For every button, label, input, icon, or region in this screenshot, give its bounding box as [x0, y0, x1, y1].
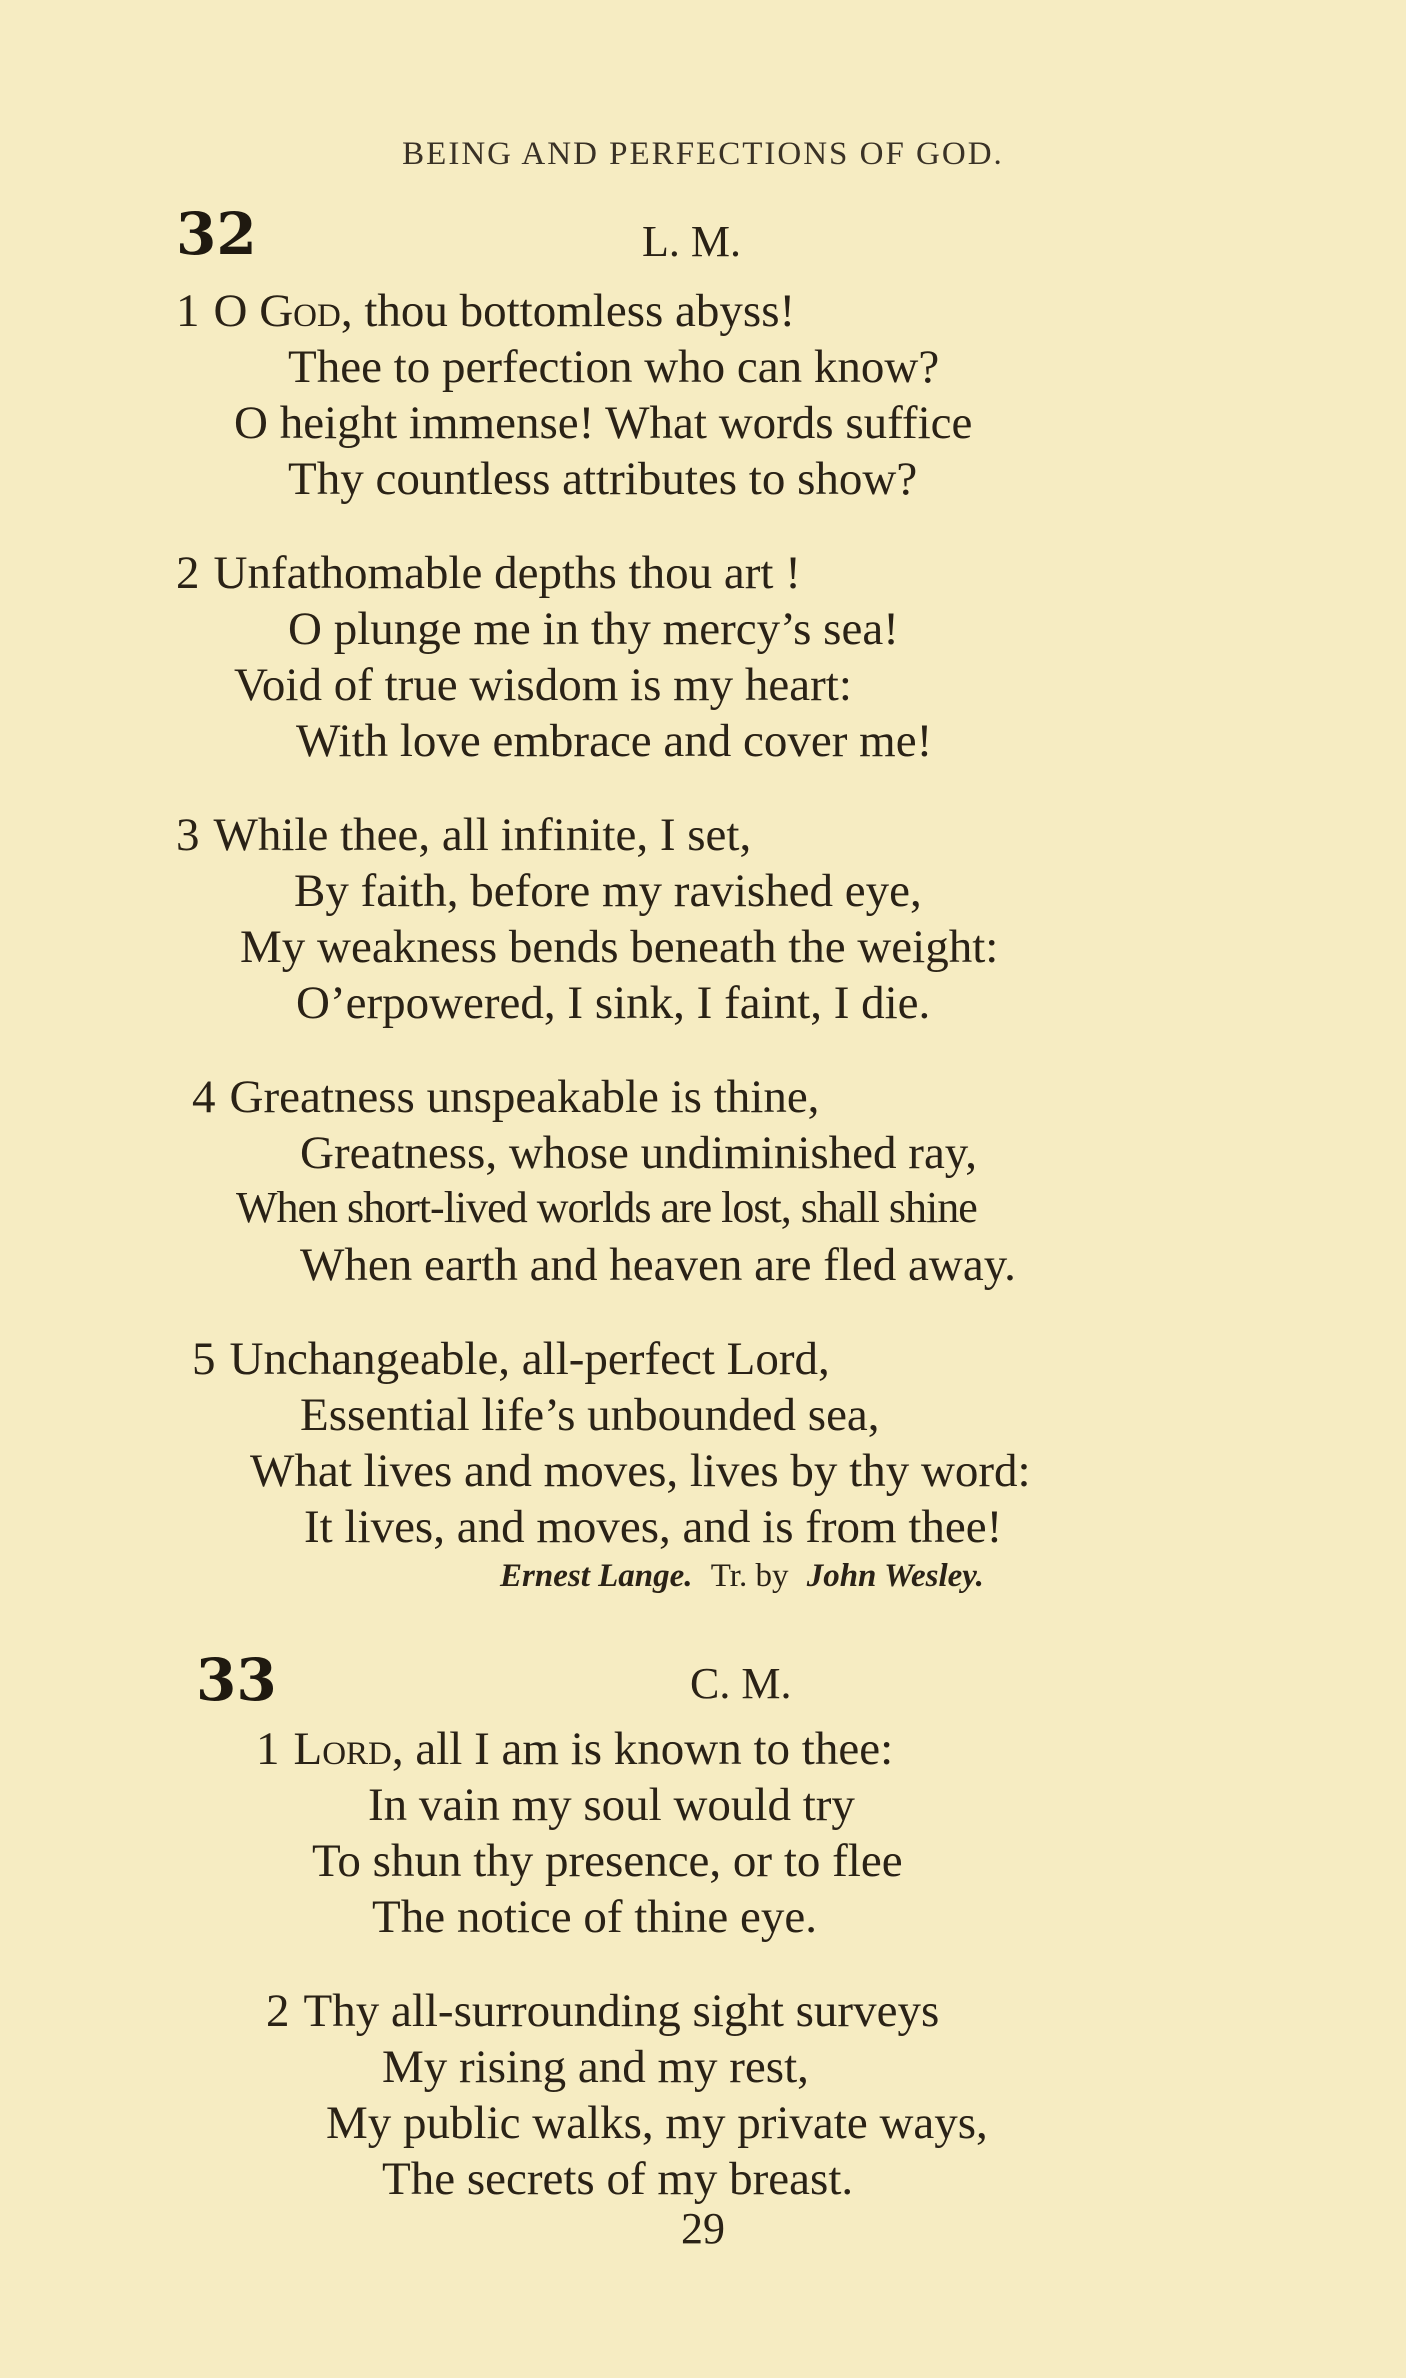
verse-number: 1	[256, 1723, 280, 1775]
hymn-attribution	[500, 1558, 984, 1595]
verse-line: O plunge me in thy mercy’s sea!	[288, 603, 899, 655]
verse-line	[192, 1070, 819, 1124]
verse-line: My weakness bends beneath the weight:	[240, 921, 999, 973]
verse-line: In vain my soul would try	[368, 1779, 855, 1831]
verse-line	[266, 1984, 939, 2038]
verse-line: When short-lived worlds are lost, shall shine	[236, 1183, 977, 1232]
hymn-meter: C. M.	[690, 1659, 792, 1708]
verse-line: The notice of thine eye.	[372, 1891, 818, 1943]
verse-number: 1	[176, 285, 200, 337]
verse-line: O’erpowered, I sink, I faint, I die.	[296, 977, 931, 1029]
verse-text: While thee, all infinite, I set,	[213, 809, 752, 861]
verse-line: Thy countless attributes to show?	[288, 453, 918, 505]
verse-line: The secrets of my breast.	[382, 2153, 854, 2205]
verse-line: When earth and heaven are fled away.	[300, 1239, 1016, 1291]
verse-number: 2	[266, 1985, 290, 2037]
verse-number: 5	[192, 1333, 216, 1385]
translator-prefix: Tr. by	[710, 1558, 789, 1594]
verse-text: , all I am is known to thee:	[391, 1723, 894, 1775]
verse-line: What lives and moves, lives by thy word:	[250, 1445, 1031, 1497]
verse-line	[176, 284, 795, 338]
hymn-number: 33	[196, 1646, 277, 1714]
author-name: Ernest Lange.	[500, 1558, 693, 1594]
hymn-number: 32	[176, 200, 257, 268]
verse-line	[192, 1332, 830, 1386]
verse-number: 3	[176, 809, 200, 861]
verse-line: O height immense! What words suffice	[234, 397, 973, 449]
verse-text: Thy all-surrounding sight surveys	[303, 1985, 940, 2037]
verse-line: It lives, and moves, and is from thee!	[304, 1501, 1003, 1553]
translator-name: John Wesley.	[806, 1558, 984, 1594]
verse-line: Void of true wisdom is my heart:	[234, 659, 852, 711]
verse-text: Unchangeable, all-perfect Lord,	[229, 1333, 830, 1385]
verse-number: 4	[192, 1071, 216, 1123]
verse-text: God	[259, 285, 341, 337]
verse-line: My rising and my rest,	[382, 2041, 809, 2093]
verse-line: With love embrace and cover me!	[296, 715, 933, 767]
verse-text: , thou bottomless abyss!	[340, 285, 796, 337]
verse-text: Greatness unspeakable is thine,	[229, 1071, 820, 1123]
verse-line: Thee to perfection who can know?	[288, 341, 940, 393]
verse-text: Lord	[293, 1723, 392, 1775]
verse-line	[176, 808, 751, 862]
verse-line	[256, 1722, 893, 1776]
verse-text: Unfathomable depths thou art !	[213, 547, 801, 599]
verse-line: Essential life’s unbounded sea,	[300, 1389, 880, 1441]
running-head: BEING AND PERFECTIONS OF GOD.	[402, 136, 1004, 172]
hymn-meter: L. M.	[642, 217, 741, 266]
verse-line: To shun thy presence, or to flee	[312, 1835, 903, 1887]
verse-line: By faith, before my ravished eye,	[294, 865, 922, 917]
verse-line: Greatness, whose undiminished ray,	[300, 1127, 978, 1179]
verse-line	[176, 546, 801, 600]
verse-line: My public walks, my private ways,	[326, 2097, 988, 2149]
verse-text: O	[213, 285, 260, 337]
verse-number: 2	[176, 547, 200, 599]
page-number: 29	[681, 2204, 725, 2253]
